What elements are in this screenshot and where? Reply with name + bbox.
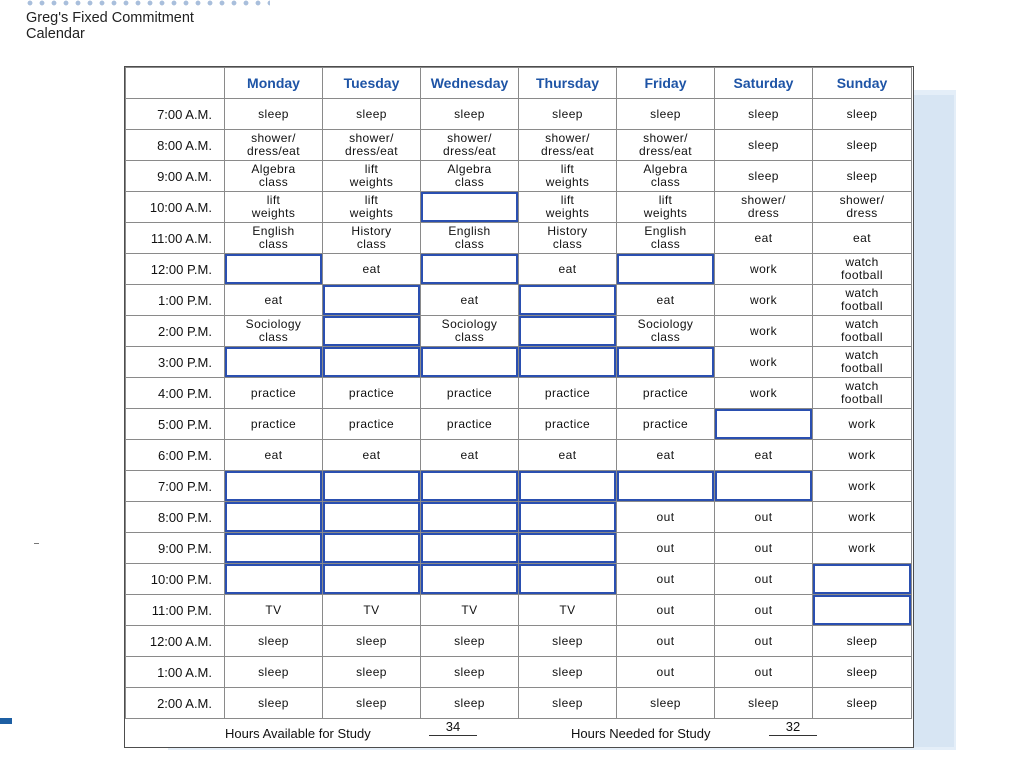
schedule-cell: watch football <box>813 316 912 347</box>
schedule-cell: out <box>715 564 813 595</box>
schedule-cell: sleep <box>617 688 715 719</box>
schedule-cell: practice <box>323 409 421 440</box>
free-study-slot <box>519 502 617 533</box>
time-label: 9:00 A.M. <box>126 161 225 192</box>
schedule-cell: out <box>715 533 813 564</box>
free-study-slot <box>421 192 519 223</box>
schedule-cell: Algebra class <box>225 161 323 192</box>
schedule-cell: practice <box>225 409 323 440</box>
time-label: 12:00 P.M. <box>126 254 225 285</box>
schedule-cell: lift weights <box>323 192 421 223</box>
schedule-cell: TV <box>519 595 617 626</box>
free-study-slot <box>519 564 617 595</box>
free-study-slot <box>421 533 519 564</box>
time-label: 1:00 P.M. <box>126 285 225 316</box>
schedule-cell: practice <box>421 378 519 409</box>
schedule-cell: shower/ dress <box>813 192 912 223</box>
free-study-slot <box>715 471 813 502</box>
table-row <box>126 626 912 657</box>
table-row <box>126 285 912 316</box>
schedule-cell: out <box>715 502 813 533</box>
schedule-cell: practice <box>225 378 323 409</box>
schedule-cell: out <box>617 595 715 626</box>
free-study-slot <box>323 533 421 564</box>
table-row <box>126 564 912 595</box>
study-hours-footer <box>223 717 913 745</box>
schedule-cell: sleep <box>519 99 617 130</box>
free-study-slot <box>715 409 813 440</box>
schedule-cell: practice <box>519 378 617 409</box>
schedule-cell: work <box>813 471 912 502</box>
schedule-cell: sleep <box>421 657 519 688</box>
table-row <box>126 533 912 564</box>
time-label: 9:00 P.M. <box>126 533 225 564</box>
schedule-cell: eat <box>519 440 617 471</box>
free-study-slot <box>617 347 715 378</box>
schedule-cell: eat <box>225 285 323 316</box>
schedule-cell: sleep <box>715 688 813 719</box>
hours-needed-label: Hours Needed for Study <box>571 726 711 741</box>
time-label: 5:00 P.M. <box>126 409 225 440</box>
schedule-cell: work <box>813 409 912 440</box>
table-row <box>126 223 912 254</box>
day-header-monday: Monday <box>225 68 323 99</box>
schedule-cell: work <box>715 347 813 378</box>
time-label: 3:00 P.M. <box>126 347 225 378</box>
schedule-cell: sleep <box>519 626 617 657</box>
schedule-table <box>125 67 912 719</box>
schedule-cell: practice <box>421 409 519 440</box>
schedule-cell: lift weights <box>617 192 715 223</box>
schedule-cell: Sociology class <box>617 316 715 347</box>
table-row <box>126 347 912 378</box>
free-study-slot <box>519 347 617 378</box>
schedule-cell: sleep <box>421 626 519 657</box>
schedule-cell: eat <box>617 285 715 316</box>
schedule-cell: English class <box>617 223 715 254</box>
free-study-slot <box>421 502 519 533</box>
background-shadow <box>914 95 954 747</box>
schedule-cell: work <box>813 440 912 471</box>
schedule-cell: out <box>715 626 813 657</box>
schedule-cell: eat <box>323 254 421 285</box>
schedule-cell: History class <box>323 223 421 254</box>
schedule-cell: watch football <box>813 378 912 409</box>
day-header-thursday: Thursday <box>519 68 617 99</box>
schedule-cell: sleep <box>519 657 617 688</box>
slide-marker <box>0 718 12 724</box>
time-label: 8:00 P.M. <box>126 502 225 533</box>
table-row <box>126 378 912 409</box>
schedule-cell: practice <box>617 378 715 409</box>
free-study-slot <box>323 347 421 378</box>
day-header-sunday: Sunday <box>813 68 912 99</box>
time-label: 7:00 A.M. <box>126 99 225 130</box>
title-line-2: Calendar <box>26 26 85 42</box>
schedule-cell: sleep <box>715 161 813 192</box>
corner-cell <box>126 68 225 99</box>
schedule-cell: out <box>617 657 715 688</box>
title-line-1: Greg's Fixed Commitment <box>26 10 194 26</box>
free-study-slot <box>323 285 421 316</box>
free-study-slot <box>225 564 323 595</box>
schedule-cell: sleep <box>225 688 323 719</box>
schedule-cell: Sociology class <box>421 316 519 347</box>
free-study-slot <box>519 285 617 316</box>
schedule-cell: TV <box>323 595 421 626</box>
hours-available-value: 34 <box>429 719 477 736</box>
day-header-tuesday: Tuesday <box>323 68 421 99</box>
schedule-cell: sleep <box>225 657 323 688</box>
time-label: 8:00 A.M. <box>126 130 225 161</box>
free-study-slot <box>519 316 617 347</box>
time-label: 2:00 A.M. <box>126 688 225 719</box>
schedule-cell: lift weights <box>323 161 421 192</box>
table-row <box>126 657 912 688</box>
table-row <box>126 254 912 285</box>
hours-needed-value: 32 <box>769 719 817 736</box>
free-study-slot <box>617 254 715 285</box>
schedule-cell: shower/ dress/eat <box>323 130 421 161</box>
schedule-cell: sleep <box>813 130 912 161</box>
free-study-slot <box>617 471 715 502</box>
time-label: 10:00 A.M. <box>126 192 225 223</box>
schedule-cell: out <box>715 657 813 688</box>
schedule-cell: sleep <box>225 99 323 130</box>
schedule-cell: practice <box>323 378 421 409</box>
schedule-cell: work <box>715 254 813 285</box>
schedule-cell: Sociology class <box>225 316 323 347</box>
decorative-dot-row <box>24 0 270 6</box>
schedule-cell: eat <box>715 223 813 254</box>
schedule-cell: History class <box>519 223 617 254</box>
schedule-cell: lift weights <box>519 192 617 223</box>
schedule-cell: eat <box>323 440 421 471</box>
schedule-cell: out <box>617 626 715 657</box>
table-row <box>126 192 912 223</box>
schedule-cell: practice <box>519 409 617 440</box>
table-row <box>126 502 912 533</box>
schedule-cell: lift weights <box>519 161 617 192</box>
page-title <box>26 10 194 42</box>
table-row <box>126 471 912 502</box>
schedule-cell: shower/ dress/eat <box>519 130 617 161</box>
schedule-cell: work <box>813 502 912 533</box>
schedule-cell: eat <box>421 440 519 471</box>
schedule-cell: sleep <box>519 688 617 719</box>
free-study-slot <box>813 564 912 595</box>
schedule-cell: Algebra class <box>617 161 715 192</box>
time-label: 4:00 P.M. <box>126 378 225 409</box>
schedule-cell: eat <box>421 285 519 316</box>
time-label: 10:00 P.M. <box>126 564 225 595</box>
schedule-cell: eat <box>519 254 617 285</box>
table-row <box>126 99 912 130</box>
schedule-cell: practice <box>617 409 715 440</box>
time-label: 11:00 A.M. <box>126 223 225 254</box>
time-label: 6:00 P.M. <box>126 440 225 471</box>
schedule-cell: work <box>715 378 813 409</box>
schedule-cell: sleep <box>715 99 813 130</box>
free-study-slot <box>519 533 617 564</box>
table-row <box>126 161 912 192</box>
free-study-slot <box>323 502 421 533</box>
schedule-cell: sleep <box>617 99 715 130</box>
schedule-cell: work <box>715 316 813 347</box>
calendar-card <box>124 66 914 748</box>
schedule-cell: work <box>813 533 912 564</box>
free-study-slot <box>813 595 912 626</box>
free-study-slot <box>421 347 519 378</box>
schedule-cell: eat <box>715 440 813 471</box>
table-row <box>126 409 912 440</box>
day-header-wednesday: Wednesday <box>421 68 519 99</box>
schedule-cell: eat <box>617 440 715 471</box>
schedule-cell: sleep <box>813 161 912 192</box>
schedule-cell: eat <box>813 223 912 254</box>
day-header-saturday: Saturday <box>715 68 813 99</box>
schedule-cell: lift weights <box>225 192 323 223</box>
schedule-cell: watch football <box>813 347 912 378</box>
free-study-slot <box>225 347 323 378</box>
free-study-slot <box>519 471 617 502</box>
schedule-cell: sleep <box>323 99 421 130</box>
schedule-cell: watch football <box>813 254 912 285</box>
free-study-slot <box>225 502 323 533</box>
free-study-slot <box>421 564 519 595</box>
schedule-cell: shower/ dress/eat <box>617 130 715 161</box>
schedule-cell: sleep <box>715 130 813 161</box>
schedule-cell: out <box>617 564 715 595</box>
free-study-slot <box>421 254 519 285</box>
schedule-cell: TV <box>225 595 323 626</box>
schedule-cell: shower/ dress/eat <box>421 130 519 161</box>
table-row <box>126 130 912 161</box>
schedule-cell: eat <box>225 440 323 471</box>
schedule-cell: English class <box>421 223 519 254</box>
schedule-cell: sleep <box>421 688 519 719</box>
table-row <box>126 688 912 719</box>
free-study-slot <box>323 471 421 502</box>
schedule-cell: English class <box>225 223 323 254</box>
day-header-friday: Friday <box>617 68 715 99</box>
table-row <box>126 440 912 471</box>
schedule-cell: sleep <box>813 657 912 688</box>
schedule-cell: out <box>617 533 715 564</box>
day-header-row <box>126 68 912 99</box>
schedule-cell: sleep <box>225 626 323 657</box>
schedule-cell: out <box>617 502 715 533</box>
schedule-cell: shower/ dress/eat <box>225 130 323 161</box>
schedule-cell: sleep <box>323 626 421 657</box>
free-study-slot <box>323 316 421 347</box>
schedule-cell: sleep <box>421 99 519 130</box>
schedule-cell: sleep <box>813 688 912 719</box>
schedule-cell: work <box>715 285 813 316</box>
schedule-cell: shower/ dress <box>715 192 813 223</box>
time-label: 7:00 P.M. <box>126 471 225 502</box>
table-row <box>126 595 912 626</box>
schedule-cell: sleep <box>813 626 912 657</box>
schedule-cell: TV <box>421 595 519 626</box>
schedule-cell: out <box>715 595 813 626</box>
free-study-slot <box>225 533 323 564</box>
free-study-slot <box>421 471 519 502</box>
time-label: 12:00 A.M. <box>126 626 225 657</box>
schedule-cell: sleep <box>813 99 912 130</box>
free-study-slot <box>225 254 323 285</box>
time-label: 2:00 P.M. <box>126 316 225 347</box>
schedule-cell: Algebra class <box>421 161 519 192</box>
time-label: 11:00 P.M. <box>126 595 225 626</box>
table-row <box>126 316 912 347</box>
free-study-slot <box>225 471 323 502</box>
free-study-slot <box>323 564 421 595</box>
schedule-cell: sleep <box>323 688 421 719</box>
schedule-cell: watch football <box>813 285 912 316</box>
time-label: 1:00 A.M. <box>126 657 225 688</box>
schedule-cell: sleep <box>323 657 421 688</box>
hours-available-label: Hours Available for Study <box>225 726 371 741</box>
stray-mark <box>34 543 39 544</box>
